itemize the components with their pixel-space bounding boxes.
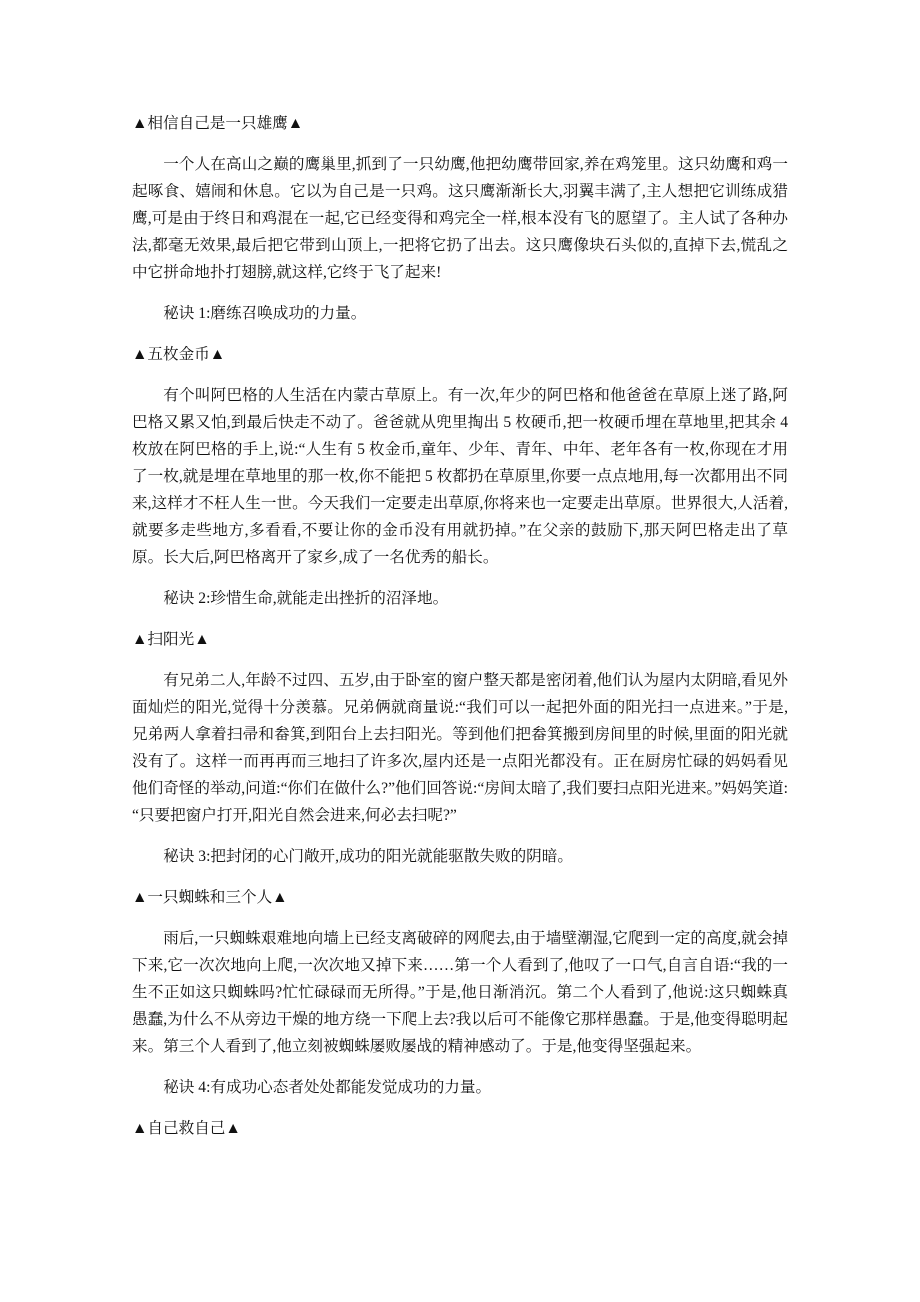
secret-tip-2: 秘诀 2:珍惜生命,就能走出挫折的沼泽地。 (163, 590, 449, 607)
secret-tip-3: 秘诀 3:把封闭的心门敞开,成功的阳光就能驱散失败的阴暗。 (163, 848, 573, 865)
story-heading-sunlight: ▲扫阳光▲ (132, 631, 210, 648)
story-paragraph-coins: 有个叫阿巴格的人生活在内蒙古草原上。有一次,年少的阿巴格和他爸爸在草原上迷了路,阿巴格又累又怕,到最后快走不动了。爸爸就从兜里掏出 5 枚硬币,把一枚硬币埋在草地里,把其余 4 枚放在阿巴格的手上,说:“人生有 5 枚金币,童年、少年、青年、中年、老年各有一枚,你现在才用了一枚,就是埋在草地里的那一枚,你不能把 5 枚都扔在草原里,你要一点点地用,每一次都用出不同来,这样才不枉人生一世。今天我们一定要走出草原,你将来也一定要走出草原。世界很大,人活着,就要多走些地方,多看看,不要让你的金币没有用就扔掉。”在父亲的鼓励下,那天阿巴格走出了草原。长大后,阿巴格离开了家乡,成了一名优秀的船长。 (132, 387, 788, 566)
story-paragraph-eagle: 一个人在高山之巅的鹰巢里,抓到了一只幼鹰,他把幼鹰带回家,养在鸡笼里。这只幼鹰和鸡一起啄食、嬉闹和休息。它以为自己是一只鸡。这只鹰渐渐长大,羽翼丰满了,主人想把它训练成猎鹰,可是由于终日和鸡混在一起,它已经变得和鸡完全一样,根本没有飞的愿望了。主人试了各种办法,都毫无效果,最后把它带到山顶上,一把将它扔了出去。这只鹰像块石头似的,直掉下去,慌乱之中它拼命地扑打翅膀,就这样,它终于飞了起来! (132, 156, 788, 281)
secret-tip-4: 秘诀 4:有成功心态者处处都能发觉成功的力量。 (163, 1079, 492, 1096)
story-heading-coins: ▲五枚金币▲ (132, 346, 226, 363)
story-heading-eagle: ▲相信自己是一只雄鹰▲ (132, 115, 304, 132)
story-heading-spider: ▲一只蜘蛛和三个人▲ (132, 889, 288, 906)
story-paragraph-sunlight: 有兄弟二人,年龄不过四、五岁,由于卧室的窗户整天都是密闭着,他们认为屋内太阴暗,看见外面灿烂的阳光,觉得十分羡慕。兄弟俩就商量说:“我们可以一起把外面的阳光扫一点进来。”于是,兄弟两人拿着扫帚和畚箕,到阳台上去扫阳光。等到他们把畚箕搬到房间里的时候,里面的阳光就没有了。这样一而再再而三地扫了许多次,屋内还是一点阳光都没有。正在厨房忙碌的妈妈看见他们奇怪的举动,问道:“你们在做什么?”他们回答说:“房间太暗了,我们要扫点阳光进来。”妈妈笑道:“只要把窗户打开,阳光自然会进来,何必去扫呢?” (132, 672, 788, 824)
story-heading-save-yourself: ▲自己救自己▲ (132, 1120, 241, 1137)
story-paragraph-spider: 雨后,一只蜘蛛艰难地向墙上已经支离破碎的网爬去,由于墙壁潮湿,它爬到一定的高度,就会掉下来,它一次次地向上爬,一次次地又掉下来……第一个人看到了,他叹了一口气,自言自语:“我的一生不正如这只蜘蛛吗?忙忙碌碌而无所得。”于是,他日渐消沉。第二个人看到了,他说:这只蜘蛛真愚蠢,为什么不从旁边干燥的地方绕一下爬上去?我以后可不能像它那样愚蠢。于是,他变得聪明起来。第三个人看到了,他立刻被蜘蛛屡败屡战的精神感动了。于是,他变得坚强起来。 (132, 930, 788, 1055)
secret-tip-1: 秘诀 1:磨练召唤成功的力量。 (163, 305, 367, 322)
